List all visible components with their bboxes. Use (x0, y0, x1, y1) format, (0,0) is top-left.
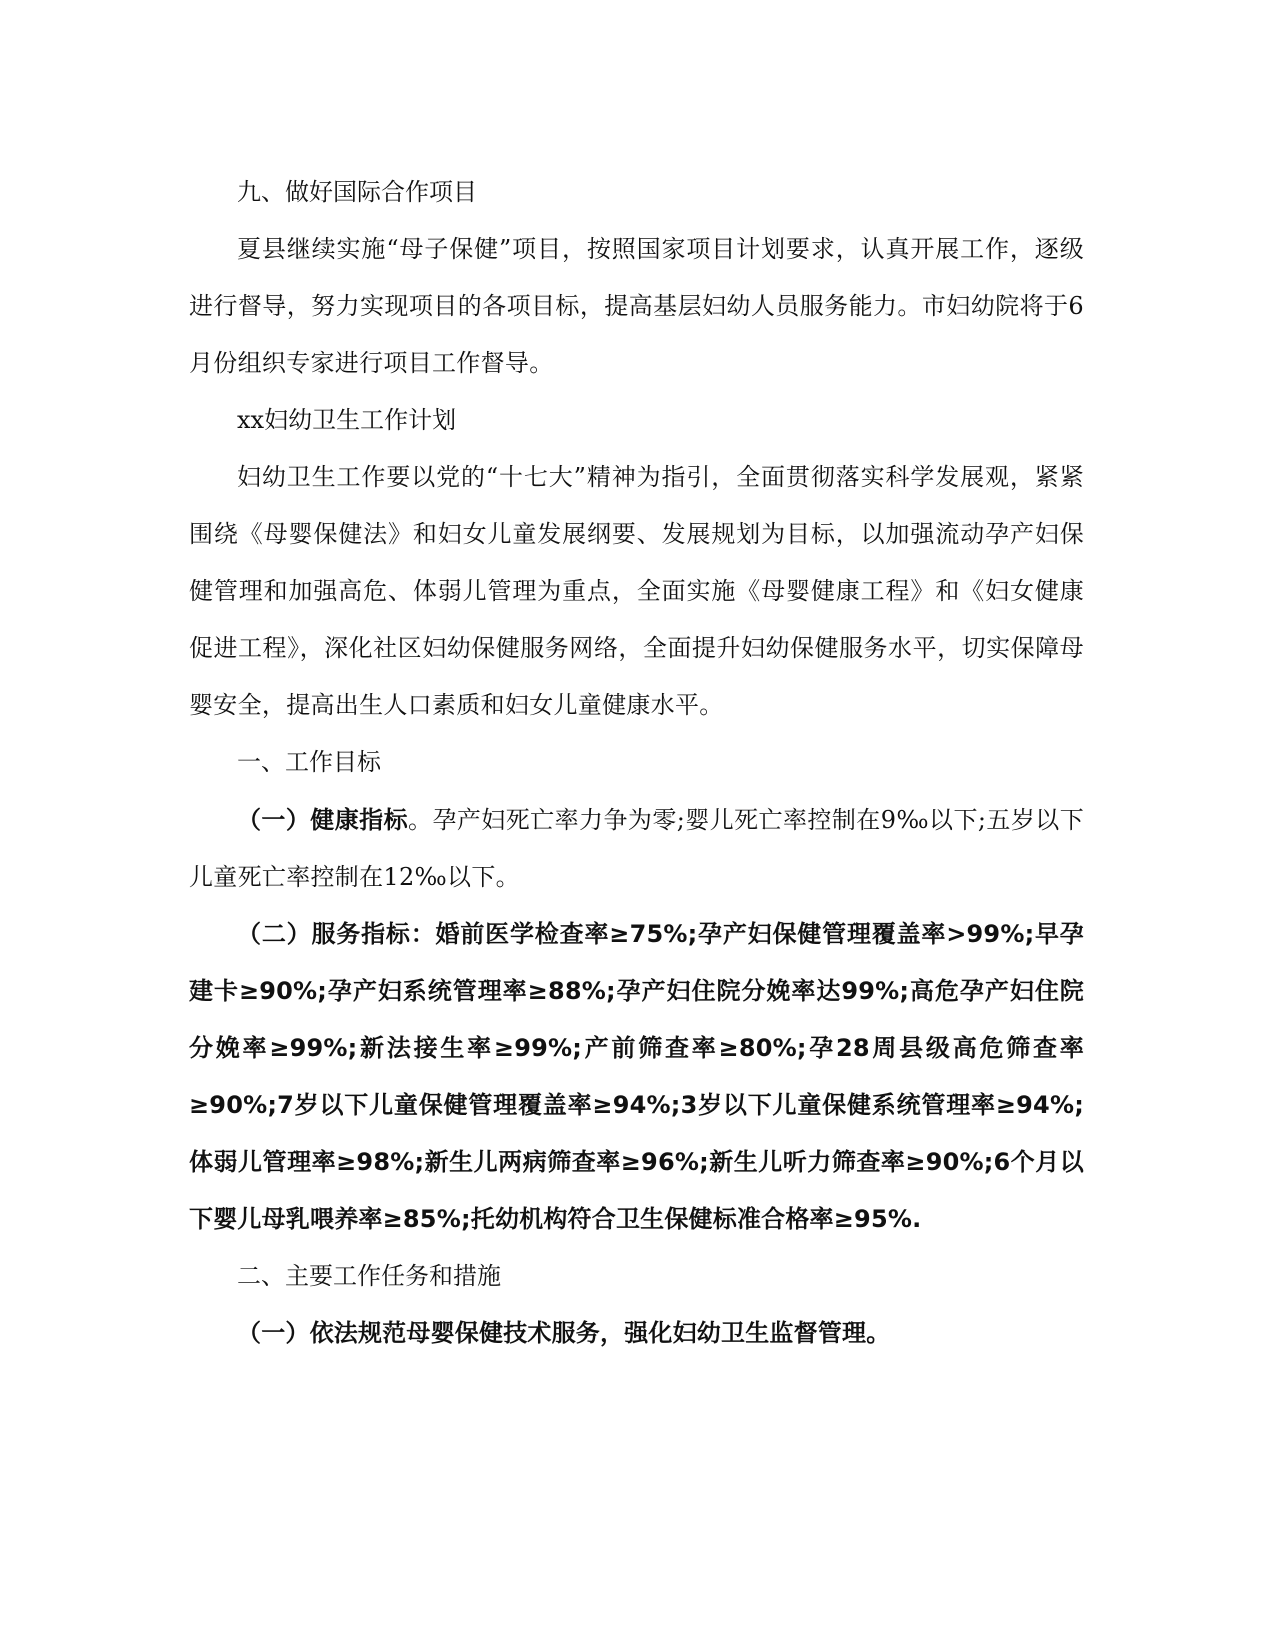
intro-paragraph: 妇幼卫生工作要以党的“十七大”精神为指引，全面贯彻落实科学发展观，紧紧围绕《母婴保健法》和妇女儿童发展纲要、发展规划为目标，以加强流动孕产妇保健管理和加强高危、体弱儿管理为重点，全面实施《母婴健康工程》和《妇女健康促进工程》，深化社区妇幼保健服务网络，全面提升妇幼保健服务水平，切实保障母婴安全，提高出生人口素质和妇女儿童健康水平。 (189, 463, 1084, 719)
document-body (189, 164, 1084, 1362)
tasks-heading: 二、主要工作任务和措施 (237, 1262, 501, 1290)
health-indicators-paragraph (189, 791, 1084, 906)
service-indicators-paragraph: （二）服务指标：婚前医学检查率≥75%;孕产妇保健管理覆盖率>99%;早孕建卡≥90%;孕产妇系统管理率≥88%;孕产妇住院分娩率达99%;高危孕产妇住院分娩率≥99%;新法接生率≥99%;产前筛查率≥80%;孕28周县级高危筛查率≥90%;7岁以下儿童保健管理覆盖率≥94%;3岁以下儿童保健系统管理率≥94%;体弱儿管理率≥98%;新生儿两病筛查率≥96%;新生儿听力筛查率≥90%;6个月以下婴儿母乳喂养率≥85%;托幼机构符合卫生保健标准合格率≥95%. (189, 920, 1084, 1233)
health-indicators-text: 。孕产妇死亡率力争为零;婴儿死亡率控制在9‰以下;五岁以下儿童死亡率控制在12‰以下。 (189, 806, 1084, 891)
health-indicators-label: （一）健康指标 (237, 805, 409, 834)
section-nine-heading: 九、做好国际合作项目 (237, 178, 477, 206)
task-one-heading: （一）依法规范母婴保健技术服务，强化妇幼卫生监督管理。 (237, 1319, 891, 1347)
plan-title: xx妇幼卫生工作计划 (237, 406, 457, 434)
section-nine-paragraph: 夏县继续实施“母子保健”项目，按照国家项目计划要求，认真开展工作，逐级进行督导，努力实现项目的各项目标，提高基层妇幼人员服务能力。市妇幼院将于6月份组织专家进行项目工作督导。 (189, 235, 1084, 377)
goals-heading: 一、工作目标 (237, 748, 381, 776)
